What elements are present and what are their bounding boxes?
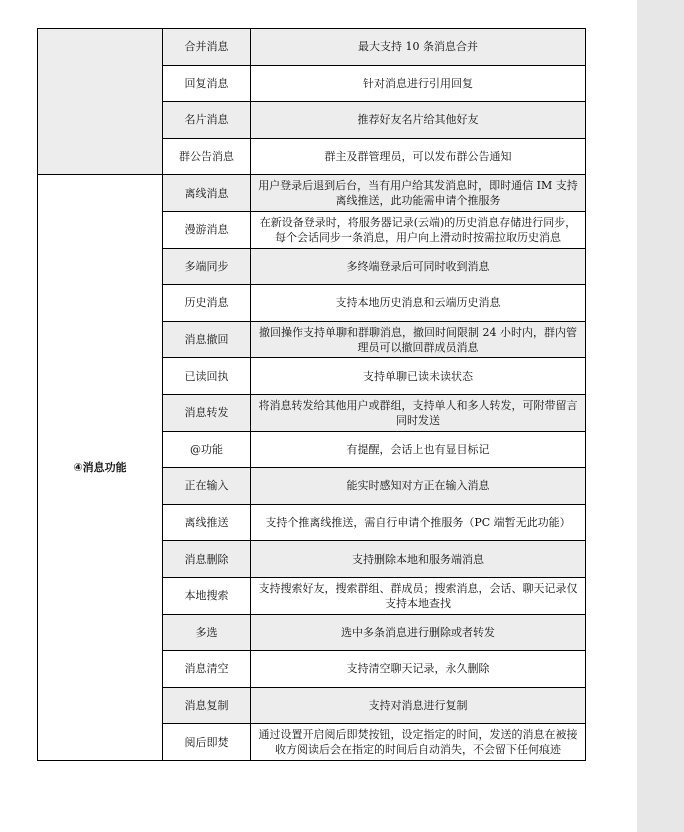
feature-description: 用户登录后退到后台，当有用户给其发消息时，即时通信 IM 支持离线推送，此功能需申请个推服务 (251, 175, 586, 212)
feature-description: 通过设置开启阅后即焚按钮，设定指定的时间，发送的消息在被接收方阅读后会在指定的时间后自动消失，不会留下任何痕迹 (251, 724, 586, 761)
feature-name: 多选 (163, 614, 251, 651)
feature-description: 支持对消息进行复制 (251, 687, 586, 724)
feature-name: 本地搜索 (163, 577, 251, 614)
table-row (38, 175, 586, 212)
feature-description: 最大支持 10 条消息合并 (251, 29, 586, 66)
feature-name: 回复消息 (163, 65, 251, 102)
feature-description: 将消息转发给其他用户或群组，支持单人和多人转发，可附带留言同时发送 (251, 394, 586, 431)
category-cell-top (38, 29, 163, 175)
feature-name: 名片消息 (163, 102, 251, 139)
table-row (38, 29, 586, 66)
feature-name: 消息删除 (163, 541, 251, 578)
feature-description: 有提醒，会话上也有显目标记 (251, 431, 586, 468)
feature-name: 合并消息 (163, 29, 251, 66)
feature-description: 支持个推离线推送，需自行申请个推服务（PC 端暂无此功能） (251, 504, 586, 541)
feature-name: 阅后即焚 (163, 724, 251, 761)
feature-name: 消息撤回 (163, 321, 251, 358)
feature-description: 推荐好友名片给其他好友 (251, 102, 586, 139)
feature-description: 能实时感知对方正在输入消息 (251, 468, 586, 505)
feature-description: 支持清空聊天记录，永久删除 (251, 651, 586, 688)
feature-name: 消息清空 (163, 651, 251, 688)
category-cell-message-features: ④消息功能 (38, 175, 163, 761)
feature-description: 支持本地历史消息和云端历史消息 (251, 285, 586, 322)
feature-name: 正在输入 (163, 468, 251, 505)
feature-name: 群公告消息 (163, 138, 251, 175)
feature-description: 支持删除本地和服务端消息 (251, 541, 586, 578)
feature-name: 离线推送 (163, 504, 251, 541)
feature-name: 多端同步 (163, 248, 251, 285)
feature-description: 支持搜索好友，搜索群组、群成员；搜索消息，会话、聊天记录仅支持本地查找 (251, 577, 586, 614)
feature-name: @功能 (163, 431, 251, 468)
feature-description: 支持单聊已读未读状态 (251, 358, 586, 395)
feature-table (37, 28, 586, 761)
feature-name: 消息转发 (163, 394, 251, 431)
feature-name: 离线消息 (163, 175, 251, 212)
feature-description: 针对消息进行引用回复 (251, 65, 586, 102)
feature-description: 选中多条消息进行删除或者转发 (251, 614, 586, 651)
feature-name: 历史消息 (163, 285, 251, 322)
page-gutter (637, 0, 684, 832)
feature-name: 漫游消息 (163, 211, 251, 248)
feature-name: 消息复制 (163, 687, 251, 724)
feature-description: 撤回操作支持单聊和群聊消息，撤回时间限制 24 小时内，群内管理员可以撤回群成员消息 (251, 321, 586, 358)
feature-name: 已读回执 (163, 358, 251, 395)
feature-description: 多终端登录后可同时收到消息 (251, 248, 586, 285)
feature-description: 群主及群管理员，可以发布群公告通知 (251, 138, 586, 175)
feature-description: 在新设备登录时，将服务器记录(云端)的历史消息存储进行同步，每个会话同步一条消息，用户向上滑动时按需拉取历史消息 (251, 211, 586, 248)
